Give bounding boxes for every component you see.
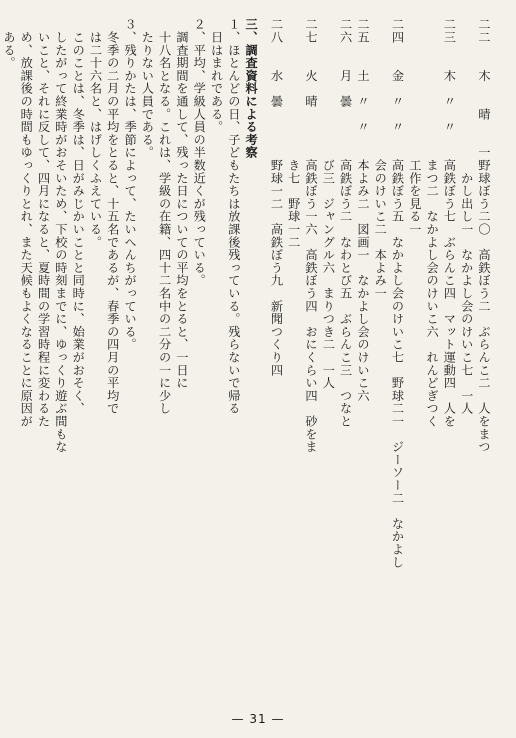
text-line: ある。 xyxy=(1,18,16,70)
schedule-row: 二五 土 〃 〃 本よみ二 図画一 なかよし会のけいこ六 xyxy=(355,18,370,402)
schedule-row: 工作を見る一 xyxy=(407,18,422,236)
schedule-row: 二八 水 曇 野球一二 高鉄ぼう九 新聞つくり四 xyxy=(269,18,284,377)
text-line: 十八名となる。これは、学級の在籍、四十二名中の二分の一に少し xyxy=(157,18,172,415)
text-line: たりない人員である。 xyxy=(140,18,155,159)
section-heading: 三、調査資料による考察 xyxy=(244,18,259,159)
schedule-row: まつ二 なかよし会のけいこ六 れんどぎつく xyxy=(425,18,440,428)
schedule-row: び三 ジャングル六 まりつき二 一人 xyxy=(321,18,336,390)
text-line: このことは、冬季は、日がみじかいことと同時に、始業がおそく、 xyxy=(71,18,86,415)
text-line: ２、平均、学級人員の半数近くが残っている。 xyxy=(192,18,207,287)
text-line: いこと、それに反して、四月になると、夏時間の学習時程に変わるた xyxy=(36,18,51,428)
vertical-text-body xyxy=(1,18,492,708)
schedule-table xyxy=(267,18,492,708)
schedule-row: 二三 木 〃 〃 高鉄ぼう七 ぶらんこ四 マット運動四 人を xyxy=(442,18,457,428)
text-line: ３、残りかたは、季節によって、たいへんちがっている。 xyxy=(123,18,138,351)
text-line: したがって終業時がおそいため、下校の時刻までに、ゆっくり遊ぶ間もな xyxy=(53,18,68,454)
page-number: — 31 — xyxy=(231,712,285,726)
text-line: 調査期間を通して、残った日についての平均をとると、一日に xyxy=(174,18,189,390)
text-line: め、放課後の時間もゆっくりとれ、また天候もよくなることに原因が xyxy=(19,18,34,428)
schedule-row: 二六 月 曇 高鉄ぼう二 なわとび五 ぶらんこ三 つなと xyxy=(338,18,353,428)
spacer xyxy=(259,18,267,708)
schedule-row: かし出し一 なかよし会のけいこ七 一人 xyxy=(459,18,474,415)
body-text xyxy=(0,18,242,708)
schedule-row: き七 野球一二 xyxy=(286,18,301,249)
text-line: は二十六名と、はげしくふえている。 xyxy=(88,18,103,249)
schedule-row: 二二 木 晴 一野球ぼう二〇 高鉄ぼう二 ぶらんこ二 人をまつ xyxy=(477,18,491,454)
text-line: １、ほとんどの日、子どもたちは放課後残っている。残らないで帰る xyxy=(226,18,241,415)
schedule-row: 会のけいこ二 本よみ一 xyxy=(373,18,388,300)
schedule-row: 二七 火 晴 高鉄ぼう一六 高鉄ぼう四 おにくらい四 砂をま xyxy=(304,18,319,454)
schedule-row: 二四 金 〃 〃 高鉄ぼう五 なかよし会のけいこ七 野球二一 ジーソー二 なかよし xyxy=(390,18,405,569)
text-line: 冬季の二月の平均をとると、十五名であるが、春季の四月の平均で xyxy=(105,18,120,415)
text-line: 日はまれである。 xyxy=(209,18,224,134)
